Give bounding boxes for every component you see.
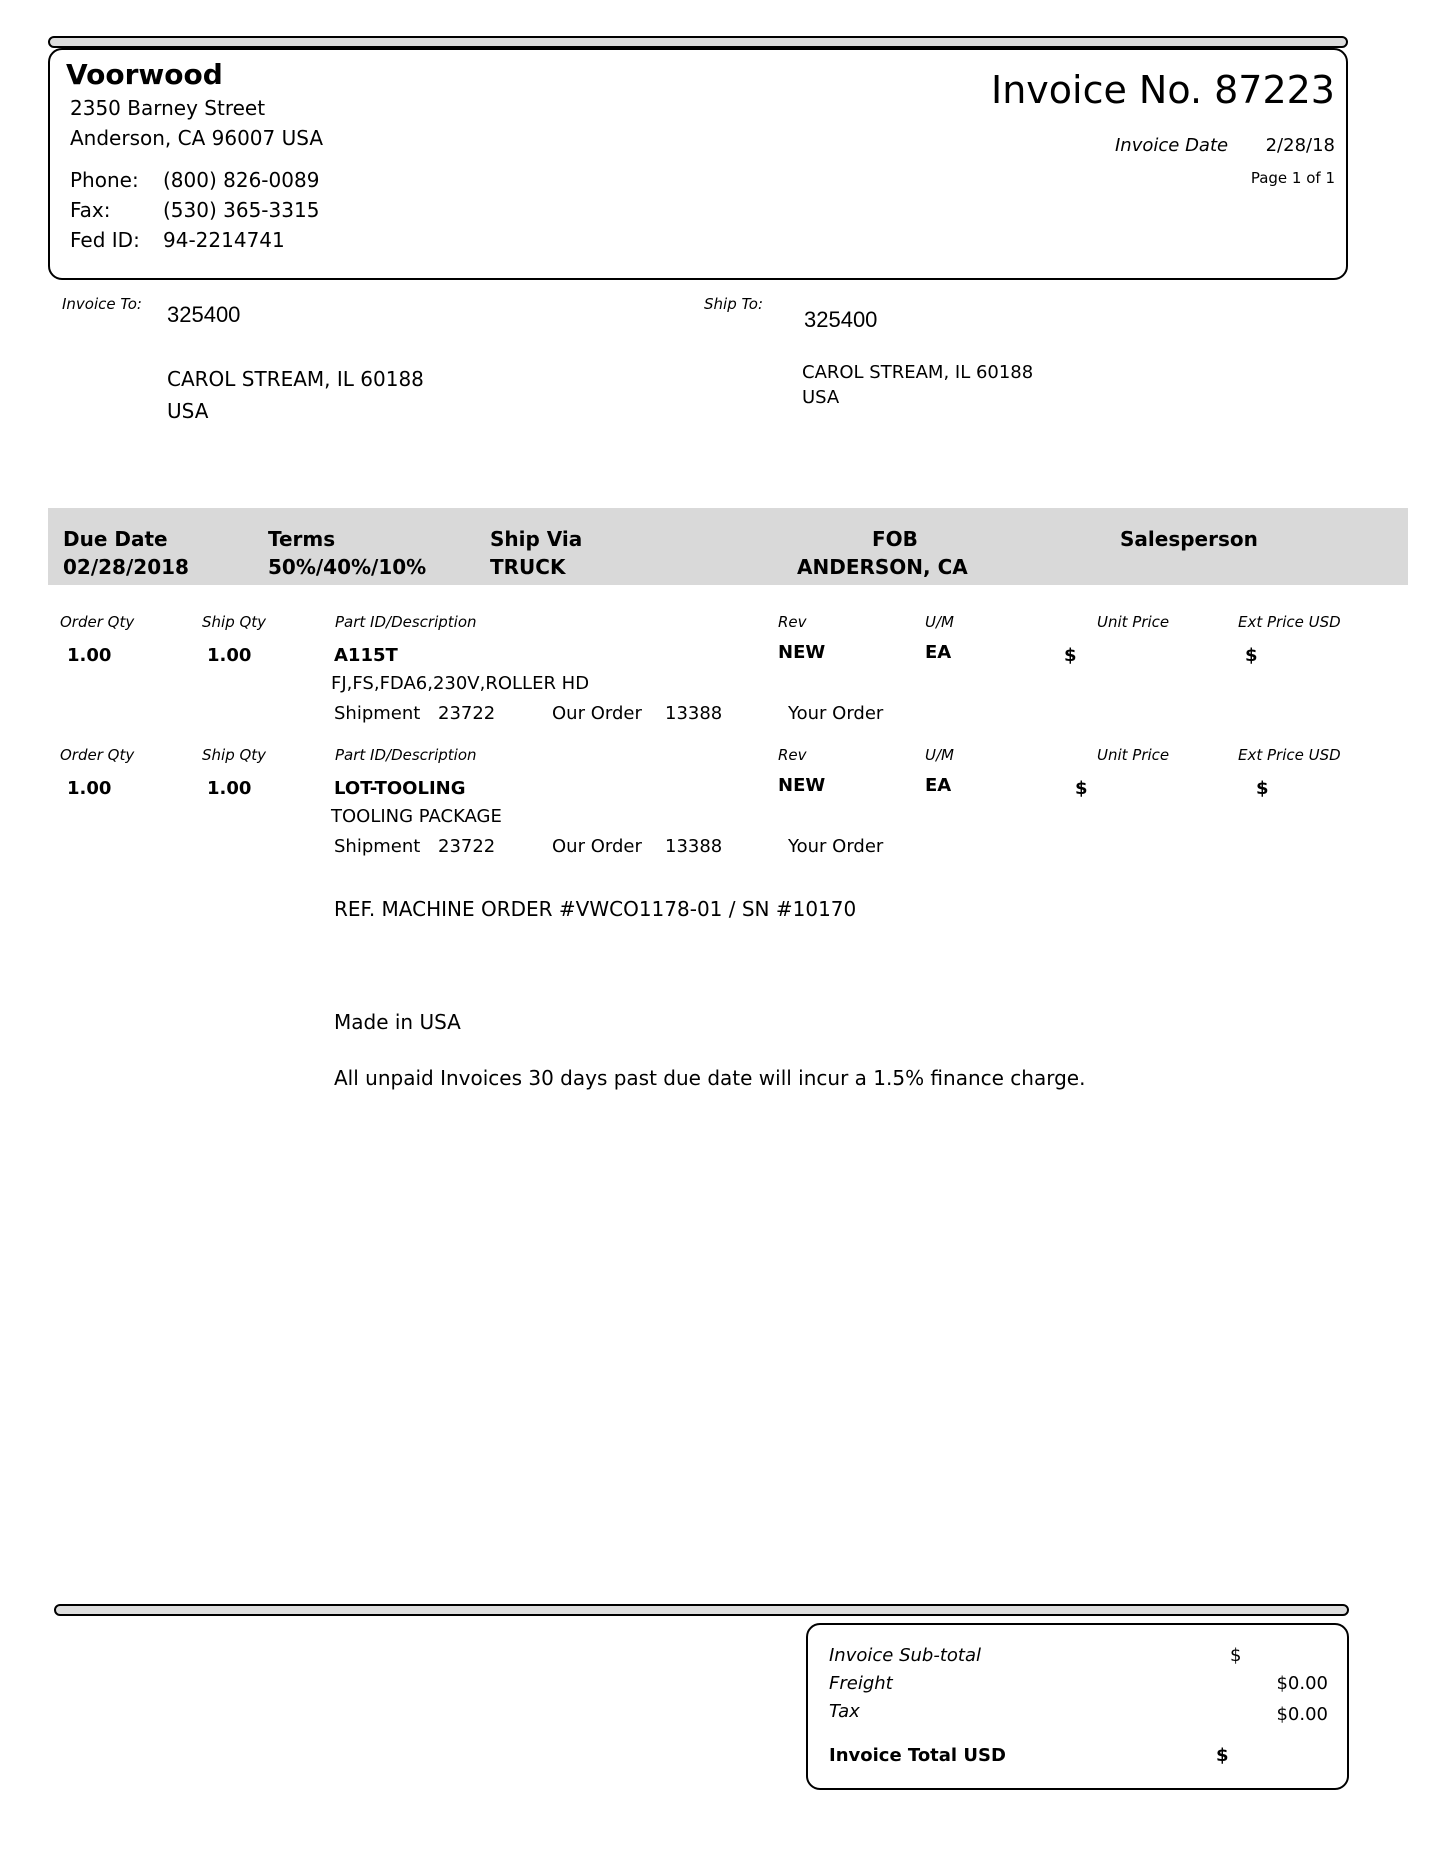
company-city: Anderson, CA 96007 USA — [70, 126, 323, 150]
col-ext-price: Ext Price USD — [1238, 746, 1341, 764]
shipment-value: 23722 — [438, 836, 496, 857]
col-rev: Rev — [778, 746, 807, 764]
fedid-value: 94-2214741 — [163, 228, 285, 252]
unit-price: $ — [1075, 778, 1088, 799]
company-name: Voorwood — [66, 58, 223, 91]
fedid-label: Fed ID: — [70, 228, 140, 252]
company-street: 2350 Barney Street — [70, 96, 266, 120]
terms-label: Terms — [268, 527, 336, 551]
finance-note: All unpaid Invoices 30 days past due date will incur a 1.5% finance charge. — [334, 1066, 1086, 1090]
ship-to-country: USA — [802, 387, 840, 408]
bill-to-country: USA — [167, 399, 209, 423]
part-id: A115T — [334, 645, 398, 666]
total-label: Invoice Total USD — [829, 1745, 1006, 1766]
col-part: Part ID/Description — [335, 613, 477, 631]
invoice-title: Invoice No. 87223 — [991, 68, 1335, 112]
col-order-qty: Order Qty — [60, 613, 135, 631]
ship-to-account: 325400 — [804, 307, 878, 332]
subtotal-label: Invoice Sub-total — [829, 1645, 981, 1666]
subtotal-value: $ — [1230, 1645, 1242, 1666]
part-description: TOOLING PACKAGE — [331, 806, 502, 827]
fob-label: FOB — [872, 527, 918, 551]
rev: NEW — [778, 775, 826, 796]
col-order-qty: Order Qty — [60, 746, 135, 764]
total-value: $ — [1216, 1745, 1229, 1766]
part-description: FJ,FS,FDA6,230V,ROLLER HD — [331, 673, 590, 694]
ship-via-value: TRUCK — [490, 555, 566, 579]
um: EA — [925, 775, 952, 796]
col-unit-price: Unit Price — [1097, 613, 1170, 631]
col-rev: Rev — [778, 613, 807, 631]
our-order-label: Our Order — [552, 836, 642, 857]
ship-qty: 1.00 — [207, 778, 252, 799]
bottom-rule — [54, 1604, 1349, 1616]
ship-to-label: Ship To: — [704, 295, 764, 313]
col-um: U/M — [925, 746, 954, 764]
salesperson-label: Salesperson — [1120, 527, 1258, 551]
ref-note: REF. MACHINE ORDER #VWCO1178-01 / SN #10170 — [334, 897, 857, 921]
part-id: LOT-TOOLING — [334, 778, 466, 799]
shipment-label: Shipment — [334, 836, 421, 857]
terms-value: 50%/40%/10% — [268, 555, 427, 579]
phone-label: Phone: — [70, 168, 139, 192]
fax-label: Fax: — [70, 198, 111, 222]
due-date-label: Due Date — [63, 527, 168, 551]
invoice-date-label: Invoice Date — [1115, 135, 1229, 156]
our-order-value: 13388 — [665, 703, 723, 724]
our-order-label: Our Order — [552, 703, 642, 724]
page-number: Page 1 of 1 — [1250, 169, 1335, 187]
your-order-label: Your Order — [788, 703, 884, 724]
col-ship-qty: Ship Qty — [202, 613, 267, 631]
ship-qty: 1.00 — [207, 645, 252, 666]
shipment-label: Shipment — [334, 703, 421, 724]
shipment-value: 23722 — [438, 703, 496, 724]
order-qty: 1.00 — [67, 645, 112, 666]
um: EA — [925, 642, 952, 663]
your-order-label: Your Order — [788, 836, 884, 857]
ship-to-city: CAROL STREAM, IL 60188 — [802, 362, 1034, 383]
ext-price: $ — [1245, 645, 1258, 666]
unit-price: $ — [1064, 645, 1077, 666]
col-unit-price: Unit Price — [1097, 746, 1170, 764]
freight-label: Freight — [829, 1673, 893, 1694]
rev: NEW — [778, 642, 826, 663]
phone-value: (800) 826-0089 — [163, 168, 320, 192]
bill-to-city: CAROL STREAM, IL 60188 — [167, 367, 424, 391]
order-qty: 1.00 — [67, 778, 112, 799]
fob-value: ANDERSON, CA — [797, 555, 968, 579]
invoice-date: 2/28/18 — [1265, 135, 1335, 156]
col-ship-qty: Ship Qty — [202, 746, 267, 764]
bill-to-account: 325400 — [167, 302, 241, 327]
top-rule — [48, 36, 1348, 48]
tax-label: Tax — [829, 1701, 860, 1722]
col-um: U/M — [925, 613, 954, 631]
tax-value: $0.00 — [1276, 1704, 1328, 1725]
col-ext-price: Ext Price USD — [1238, 613, 1341, 631]
freight-value: $0.00 — [1276, 1673, 1328, 1694]
ext-price: $ — [1256, 778, 1269, 799]
fax-value: (530) 365-3315 — [163, 198, 320, 222]
made-in-note: Made in USA — [334, 1010, 461, 1034]
our-order-value: 13388 — [665, 836, 723, 857]
col-part: Part ID/Description — [335, 746, 477, 764]
ship-via-label: Ship Via — [490, 527, 583, 551]
due-date-value: 02/28/2018 — [63, 555, 189, 579]
bill-to-label: Invoice To: — [62, 295, 142, 313]
